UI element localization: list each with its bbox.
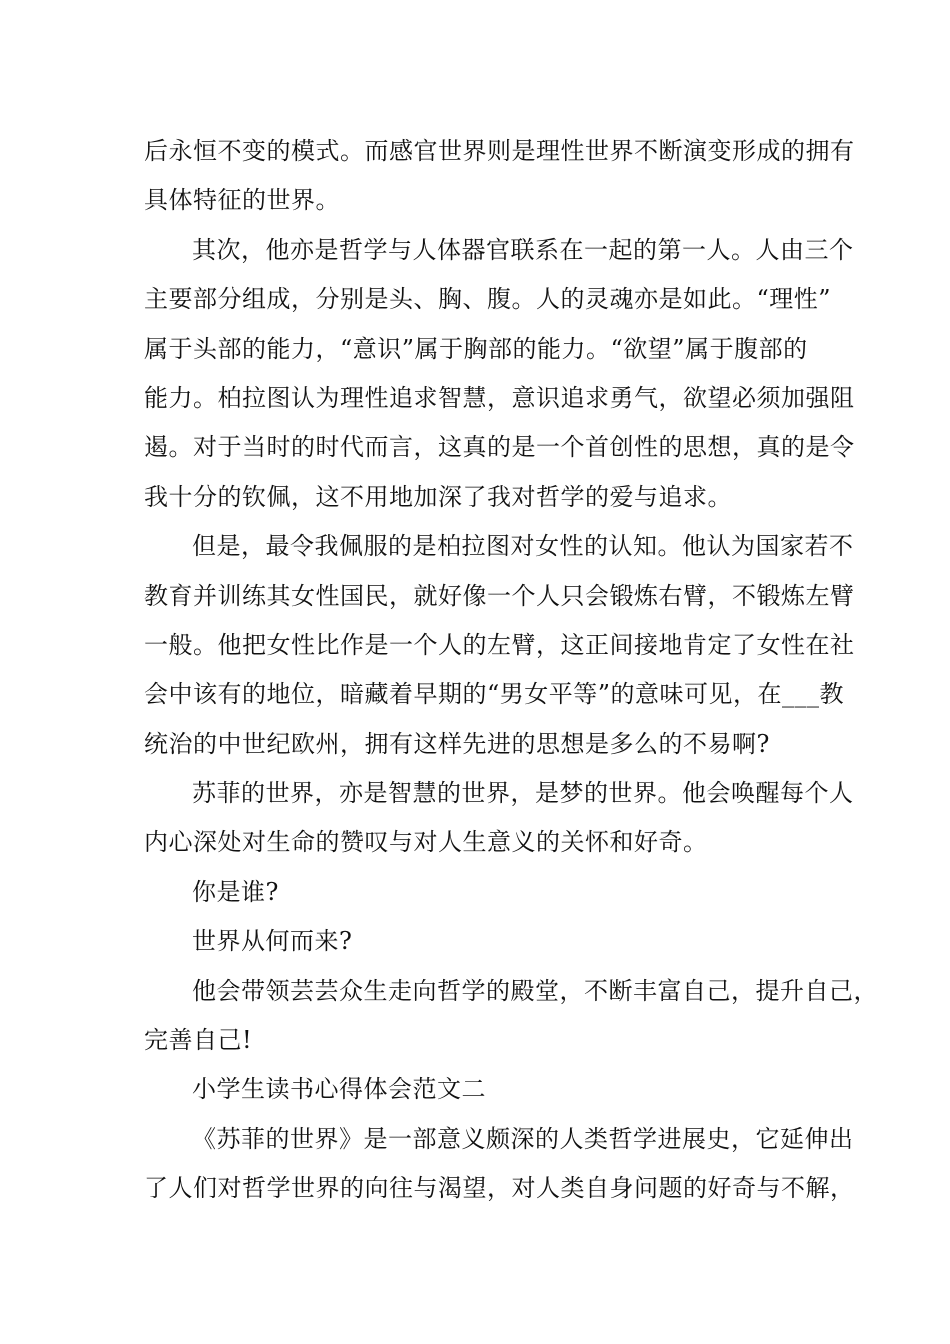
- text-line: 一般。他把女性比作是一个人的左臂，这正间接地肯定了女性在社: [144, 630, 855, 659]
- paragraph-start-line: 《苏菲的世界》是一部意义颇深的人类哲学进展史，它延伸出: [192, 1124, 854, 1153]
- paragraph-start-line: 世界从何而来?: [192, 927, 353, 956]
- text-line: 能力。柏拉图认为理性追求智慧，意识追求勇气，欲望必须加强阻: [144, 383, 855, 412]
- paragraph-start-line: 他会带领芸芸众生走向哲学的殿堂，不断丰富自己，提升自己，: [192, 976, 878, 1005]
- text-line: 主要部分组成，分别是头、胸、腹。人的灵魂亦是如此。“理性”: [144, 285, 832, 314]
- text-line: 属于头部的能力，“意识”属于胸部的能力。“欲望”属于腹部的: [144, 334, 808, 363]
- text-line: 了人们对哲学世界的向往与渴望，对人类自身问题的好奇与不解，: [144, 1174, 855, 1203]
- text-line: 后永恒不变的模式。而感官世界则是理性世界不断演变形成的拥有: [144, 137, 855, 165]
- document-body: [144, 127, 878, 1214]
- paragraph-start-line: 但是，最令我佩服的是柏拉图对女性的认知。他认为国家若不: [192, 532, 854, 561]
- paragraph-start-line: 其次，他亦是哲学与人体器官联系在一起的第一人。人由三个: [192, 235, 854, 264]
- text-line: 完善自己!: [144, 1026, 253, 1055]
- text-line: 内心深处对生命的赞叹与对人生意义的关怀和好奇。: [144, 828, 708, 857]
- paragraph-start-line: 你是谁?: [192, 877, 279, 906]
- text-line: 会中该有的地位，暗藏着早期的“男女平等”的意味可见，在___教: [144, 680, 845, 709]
- text-line: 具体特征的世界。: [144, 186, 340, 215]
- text-line: 统治的中世纪欧州，拥有这样先进的思想是多么的不易啊?: [144, 729, 770, 758]
- text-line: 遏。对于当时的时代而言，这真的是一个首创性的思想，真的是令: [144, 433, 855, 462]
- section-heading: 小学生读书心得体会范文二: [192, 1075, 486, 1104]
- text-line: 教育并训练其女性国民，就好像一个人只会锻炼右臂，不锻炼左臂: [144, 581, 855, 610]
- paragraph-start-line: 苏菲的世界，亦是智慧的世界，是梦的世界。他会唤醒每个人: [192, 779, 854, 808]
- text-line: 我十分的钦佩，这不用地加深了我对哲学的爱与追求。: [144, 482, 732, 511]
